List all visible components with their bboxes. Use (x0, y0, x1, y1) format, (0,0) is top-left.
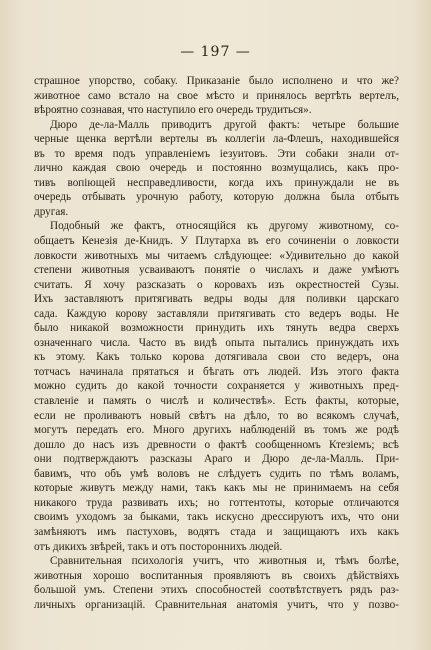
text-line: личныхъ организацій. Сравнительная анатомія учитъ, что у позво- (34, 598, 399, 611)
page-body-text (34, 74, 399, 612)
text-line: могутъ передать его. Много другихъ наблюденій въ томъ же родѣ (34, 424, 399, 437)
text-line: вѣроятно сознавая, что наступило его очередь трудиться». (34, 104, 312, 117)
text-line: другая. (34, 205, 69, 218)
text-line: очередь отбывать урочную работу, которую должна была отбыть (34, 191, 399, 204)
text-line: можно судить до какой точности сохраняется у животныхъ пред- (34, 380, 399, 393)
text-line: животныя хорошо воспитанныя проявляютъ въ своихъ дѣйствіяхъ (34, 569, 399, 582)
text-line: бавимъ, что объ умѣ воловъ не слѣдуетъ судить по тѣмъ воламъ, (34, 467, 399, 480)
text-line: большой умъ. Степени этихъ способностей соотвѣтствуетъ рядъ раз- (34, 584, 399, 597)
text-line: они подтверждаютъ разсказы Араго и Дюро де-ла-Малль. При- (34, 453, 399, 466)
text-line: Сравнительная психологія учитъ, что животныя и, тѣмъ болѣе, (50, 555, 399, 568)
text-line: къ этому. Какъ только корова дотягивала свои сто ведеръ, она (34, 351, 399, 364)
text-line: животное само встало на свое мѣсто и принялось вертѣть вертелъ, (34, 89, 399, 102)
text-line: ловкости животныхъ мы читаемъ слѣдующее: «Удивительно до какой (34, 249, 399, 262)
page-number: — 197 — (180, 44, 251, 60)
text-line: считать. Я хочу разсказать о коровахъ изъ окрестностей Сузы. (34, 278, 399, 291)
text-line: дошло до насъ изъ древности о фактѣ сообщенномъ Ктезіемъ; всѣ (34, 438, 399, 451)
text-line: своимъ уходомъ за быками, такъ искусно дрессируютъ ихъ, что они (34, 511, 399, 524)
text-line: ставленіе и память о числѣ и количествѣ». Есть факты, которые, (34, 395, 399, 408)
text-line: страшное упорство, собаку. Приказаніе было исполнено и что же? (34, 75, 399, 87)
text-line: въ то время подъ управленіемъ іезуитовъ. Эти собаки знали от- (34, 147, 399, 160)
text-line: Ихъ заставляютъ притягивать ведры воды для поливки царскаго (34, 293, 399, 306)
text-line: Подобный же фактъ, относящійся къ другому животному, со- (50, 220, 399, 233)
text-line: которые живутъ между нами, такъ какъ мы не принимаемъ на себя (34, 482, 399, 495)
text-line: степени животныя усваиваютъ понятіе о числахъ и даже умѣютъ (34, 264, 399, 277)
text-line: Дюро де-ла-Малль приводитъ другой фактъ: четыре большие (50, 118, 399, 131)
text-line: сада. Каждую корову заставляли притягивать сто ведеръ воды. Не (34, 307, 399, 320)
text-line: лично каждая свою очередь и постоянно возмущались, какъ про- (34, 162, 399, 175)
text-line: отъ дикихъ звѣрей, такъ и отъ постороннихъ людей. (34, 540, 283, 553)
text-line: тотчасъ начинала прятаться и бѣгать отъ людей. Изъ этого факта (34, 365, 399, 378)
text-line: если не проливаютъ новый свѣтъ на дѣло, то во всякомъ случаѣ, (34, 409, 399, 422)
text-line: тивъ вопіющей несправедливости, когда ихъ принуждали не въ (34, 176, 399, 189)
text-line: замѣняютъ имъ пастуховъ, водятъ стада и защищаютъ ихъ какъ (34, 525, 399, 538)
text-line: означеннаго числа. Часто въ видѣ опыта пытались принуждать ихъ (34, 336, 399, 349)
text-line: общаетъ Кенезія де-Книдъ. У Плутарха въ его сочиненіи о ловкости (34, 235, 399, 248)
text-line: черные щенка вертѣли вертелы въ коллегіи ла-Флешъ, находившейся (34, 133, 399, 146)
text-line: было никакой возможности принудить ихъ тянуть ведра сверхъ (34, 322, 399, 335)
text-line: никакого труда развивать ихъ; но готтентоты, которые отличаются (34, 496, 399, 509)
